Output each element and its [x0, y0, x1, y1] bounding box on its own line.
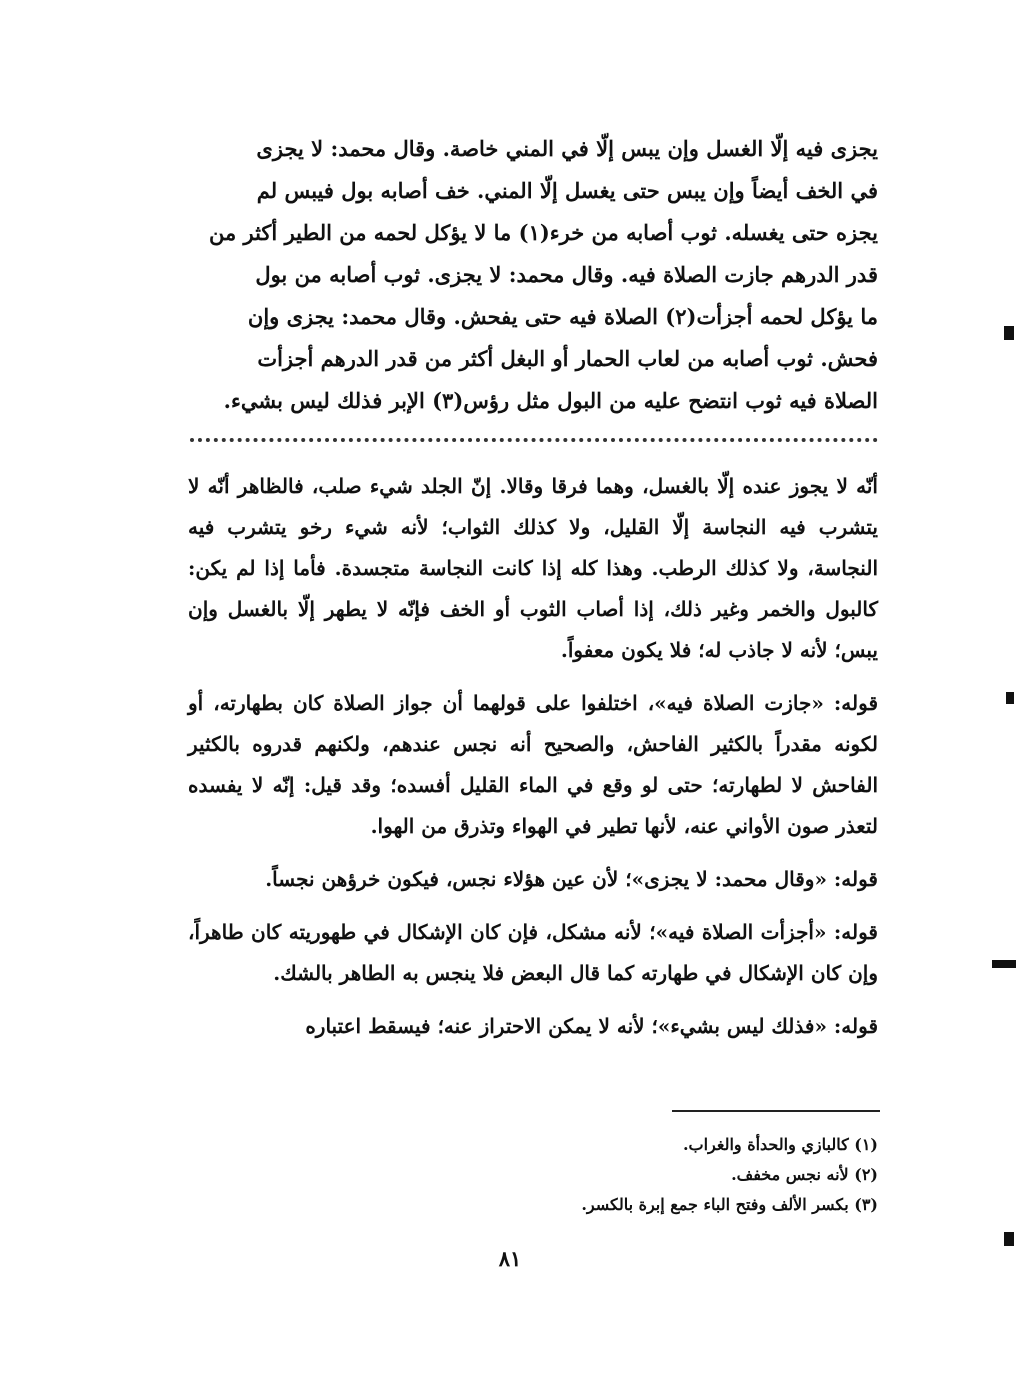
main-text-line: قدر الدرهم جازت الصلاة فيه. وقال محمد: لا يجزى. ثوب أصابه من بول — [255, 262, 878, 287]
commentary-paragraph: أنّه لا يجوز عنده إلّا بالغسل، وهما فرقا وقالا. إنّ الجلد شيء صلب، فالظاهر أنّه لا يتشرب فيه النجاسة إلّا القليل، ولا كذلك الثواب؛ لأنه شيء رخو يتشرب فيه النجاسة، ولا كذلك الرطب. وهذا كله إذا كانت النجاسة متجسدة. فأما إذا لم يكن: كالبول والخمر وغير ذلك، إذا أصاب الثوب أو الخف فإنّه لا يطهر إلّا بالغسل وإن يبس؛ لأنه لا جاذب له؛ فلا يكون معفواً. — [188, 474, 878, 662]
footnote-rule — [672, 1110, 880, 1112]
scan-edge-mark — [1006, 692, 1014, 704]
commentary-paragraph: قوله: «وقال محمد: لا يجزى»؛ لأن عين هؤلاء نجس، فيكون خرؤهن نجساً. — [265, 867, 878, 891]
main-text-line: يجزى فيه إلّا الغسل وإن يبس إلّا في المني خاصة. وقال محمد: لا يجزى — [256, 136, 878, 161]
main-text-line: ما يؤكل لحمه أجزأت(٢) الصلاة فيه حتى يفحش. وقال محمد: يجزى وإن — [247, 304, 878, 329]
page-number: ٨١ — [498, 1246, 522, 1271]
main-text-line: في الخف أيضاً وإن يبس حتى يغسل إلّا المني. خف أصابه بول فيبس لم — [256, 178, 878, 203]
main-text-block — [188, 128, 878, 422]
scan-edge-mark — [1004, 326, 1014, 340]
commentary-block — [188, 466, 878, 1059]
commentary-paragraph: قوله: «أجزأت الصلاة فيه»؛ لأنه مشكل، فإن كان الإشكال في طهوريته كان طاهراً، وإن كان الإشكال في طهارته كما قال البعض فلا ينجس به الطاهر بالشك. — [188, 920, 878, 985]
commentary-paragraph: قوله: «فذلك ليس بشيء»؛ لأنه لا يمكن الاحتراز عنه؛ فيسقط اعتباره — [305, 1014, 878, 1038]
main-text-line: فحش. ثوب أصابه من لعاب الحمار أو البغل أكثر من قدر الدرهم أجزأت — [257, 346, 878, 371]
footnote-item: (١) كالبازي والحدأة والغراب. — [682, 1135, 878, 1154]
scan-edge-mark — [1004, 1232, 1014, 1246]
main-text-line: يجزه حتى يغسله. ثوب أصابه من خرء(١) ما لا يؤكل لحمه من الطير أكثر من — [208, 220, 878, 245]
footnotes-block — [440, 1130, 878, 1220]
footnote-item: (٣) بكسر الألف وفتح الباء جمع إبرة بالكسر. — [581, 1195, 878, 1214]
main-text-line: الصلاة فيه ثوب انتضح عليه من البول مثل رؤس(٣) الإبر فذلك ليس بشيء. — [223, 388, 878, 413]
commentary-paragraph: قوله: «جازت الصلاة فيه»، اختلفوا على قولهما أن جواز الصلاة كان بطهارته، أو لكونه مقدراً بالكثير الفاحش، والصحيح أنه نجس عندهم، ولكنهم قدروه بالكثير الفاحش لا لطهارته؛ حتى لو وقع في الماء القليل أفسده؛ وقد قيل: إنّه لا يفسده لتعذر صون الأواني عنه، لأنها تطير في الهواء وتذرق من الهوا. — [188, 691, 879, 838]
dotted-divider — [190, 438, 878, 442]
scan-edge-mark — [992, 960, 1016, 968]
footnote-item: (٢) لأنه نجس مخفف. — [731, 1165, 878, 1184]
